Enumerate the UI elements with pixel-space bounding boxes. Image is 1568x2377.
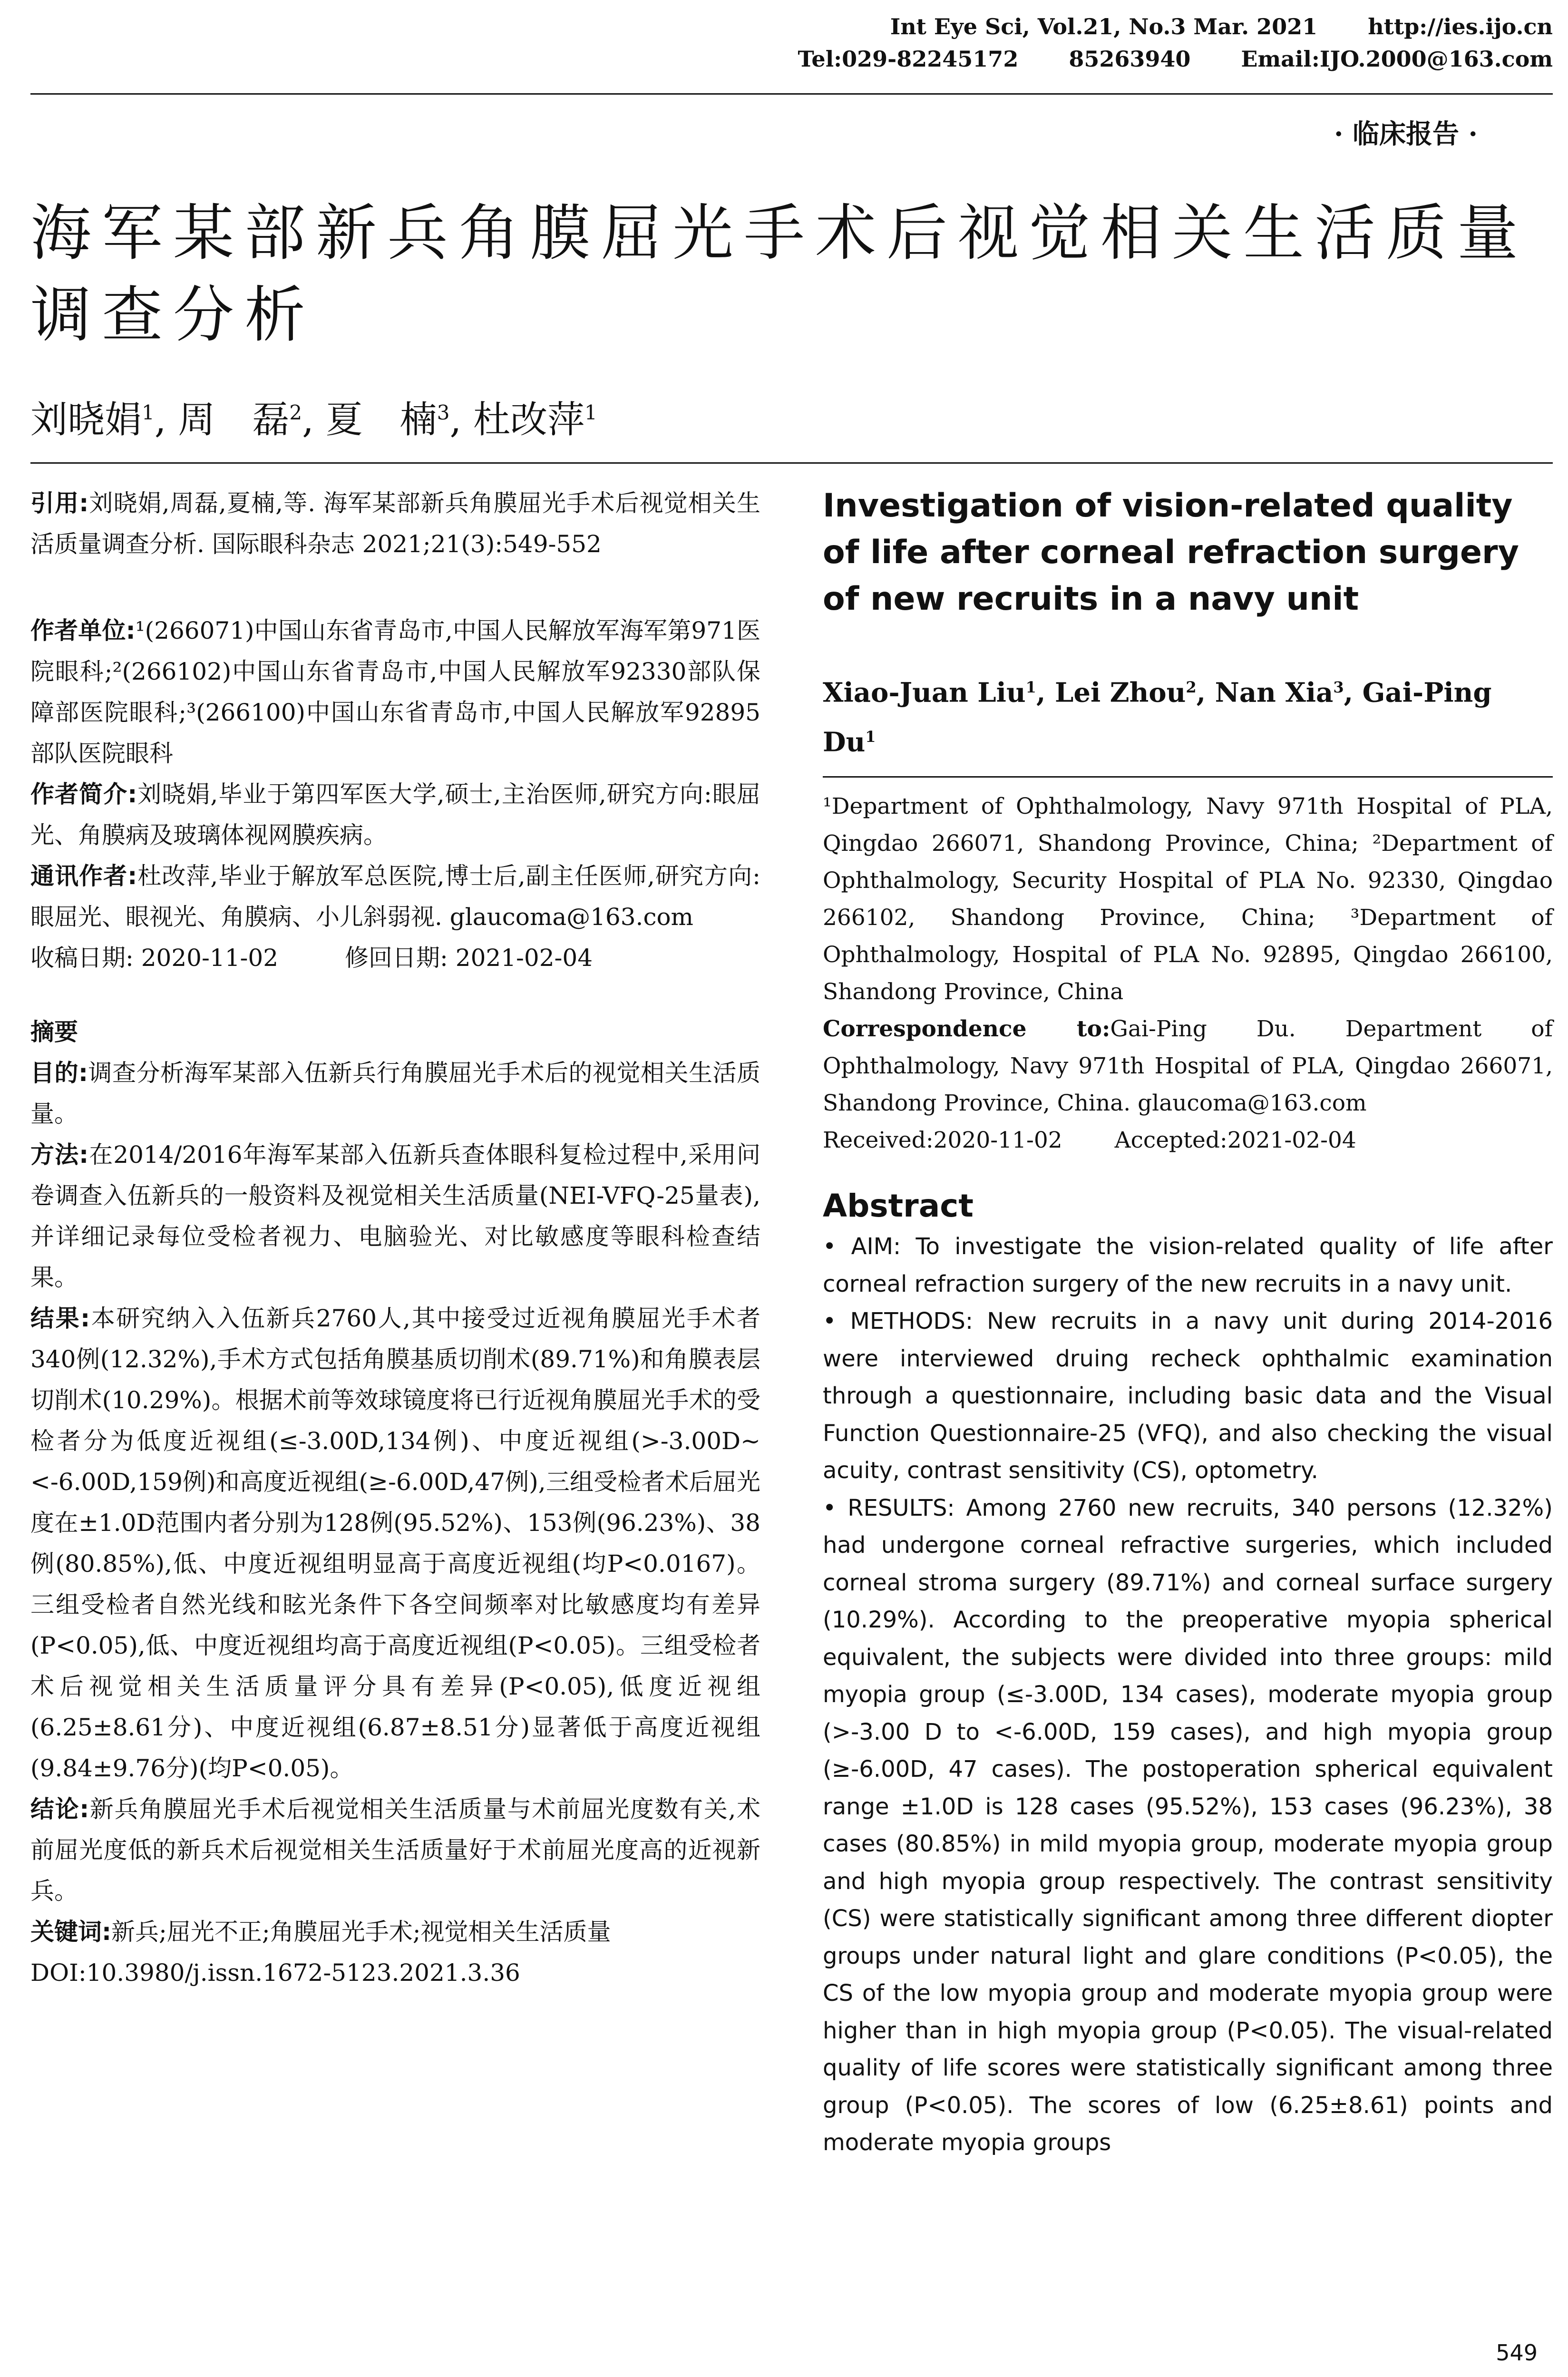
received-date-cn: 收稿日期: 2020-11-02: [30, 944, 279, 972]
author-sup-en: 1: [865, 727, 876, 746]
doi[interactable]: DOI:10.3980/j.issn.1672-5123.2021.3.36: [30, 1959, 520, 1987]
author-name-en: Lei Zhou: [1054, 677, 1186, 709]
author-name: 刘晓娟: [30, 399, 142, 441]
author-name-en: Gai-Ping Du: [823, 677, 1492, 758]
left-column: [30, 483, 760, 2014]
abstract-aim-cn: 目的:调查分析海军某部入伍新兵行角膜屈光手术后的视觉相关生活质量。: [30, 1059, 760, 1128]
abstract-heading-en: Abstract: [823, 1188, 974, 1225]
abstract-conclusion-cn: 结论:新兵角膜屈光手术后视觉相关生活质量与术前屈光度数有关,术前屈光度低的新兵术后视觉相关生活质量好于术前屈光度高的近视新兵。: [30, 1795, 760, 1905]
correspondence-en: Correspondence to:Gai-Ping Du. Department of Ophthalmology, Navy 971th Hospital of PLA, Qingdao 266071, Shandong Province, China. glaucoma@163.com: [823, 1016, 1553, 1117]
received-date-en: Received:2020-11-02: [823, 1127, 1062, 1154]
journal-tel: Tel:029-82245172: [798, 46, 1019, 72]
dates-en: [823, 1122, 1553, 1159]
author-name: 周 磊: [178, 399, 290, 441]
accepted-date-en: Accepted:2021-02-04: [1114, 1127, 1356, 1154]
author-name: 杜改萍: [473, 399, 585, 441]
abstract-results-en: • RESULTS: Among 2760 new recruits, 340 persons (12.32%) had undergone corneal refractive surgeries, which included corneal stroma surgery (89.71%) and corneal surface surgery (10.29%). According to the preoperative myopia spherical equivalent, the subjects were divided into three groups: mild myopia group (≤-3.00D, 134 cases), moderate myopia group (>-3.00 D to <-6.00D, 159 cases), and high myopia group (≥-6.00D, 47 cases). The postoperation spherical equivalent range ±1.0D is 128 cases (95.52%), 153 cases (96.23%), 38 cases (80.85%) in mild myopia group, moderate myopia group and high myopia group respectively. The contrast sensitivity (CS) were statistically significant among three different diopter groups under natural light and glare conditions (P<0.05), the CS of the low myopia group and moderate myopia group were higher than in high myopia group (P<0.05). The visual-related quality of life scores were statistically significant among three group (P<0.05). The scores of low (6.25±8.61) points and moderate myopia groups: [823, 1494, 1553, 2156]
en-authors-rule: [823, 776, 1553, 778]
journal-tel2: 85263940: [1069, 46, 1191, 72]
journal-email[interactable]: Email:IJO.2000@163.com: [1241, 46, 1553, 72]
citation: 引用:刘晓娟,周磊,夏楠,等. 海军某部新兵角膜屈光手术后视觉相关生活质量调查分析. 国际眼科杂志 2021;21(3):549-552: [30, 489, 760, 558]
author-sup: 1: [584, 401, 597, 424]
revised-date-cn: 修回日期: 2021-02-04: [345, 944, 593, 972]
keywords-cn: 关键词:新兵;屈光不正;角膜屈光手术;视觉相关生活质量: [30, 1918, 611, 1946]
abstract-methods-cn: 方法:在2014/2016年海军某部入伍新兵查体眼科复检过程中,采用问卷调查入伍新兵的一般资料及视觉相关生活质量(NEI-VFQ-25量表),并详细记录每位受检者视力、电脑验光、对比敏感度等眼科检查结果。: [30, 1141, 761, 1291]
author-sup: 1: [142, 401, 155, 424]
title-rule: [30, 462, 1553, 464]
author-affiliation-en: ¹Department of Ophthalmology, Navy 971th Hospital of PLA, Qingdao 266071, Shandong Province, China; ²Department of Ophthalmology, Security Hospital of PLA No. 92330, Qingdao 266102, Shandong Province, China; ³Department of Ophthalmology, Hospital of PLA No. 92895, Qingdao 266100, Shandong Province, China: [823, 793, 1553, 1005]
author-name: 夏 楠: [325, 399, 437, 441]
author-sup-en: 1: [1025, 678, 1036, 696]
abstract-methods-en: • METHODS: New recruits in a navy unit during 2014-2016 were interviewed druing recheck ophthalmic examination through a questionnaire, including basic data and the Visual Function Questionnaire-25 (VFQ), and also checking the visual acuity, contrast sensitivity (CS), optometry.: [823, 1308, 1553, 1484]
journal-url[interactable]: http://ies.ijo.cn: [1368, 14, 1553, 39]
abstract-results-cn: 结果:本研究纳入入伍新兵2760人,其中接受过近视角膜屈光手术者340例(12.32%),手术方式包括角膜基质切削术(89.71%)和角膜表层切削术(10.29%)。根据术前等效球镜度将已行近视角膜屈光手术的受检者分为低度近视组(≤-3.00D,134例)、中度近视组(>-3.00D~<-6.00D,159例)和高度近视组(≥-6.00D,47例),三组受检者术后屈光度在±1.0D范围内者分别为128例(95.52%)、153例(96.23%)、38例(80.85%),低、中度近视组明显高于高度近视组(均P<0.0167)。三组受检者自然光线和眩光条件下各空间频率对比敏感度均有差异(P<0.05),低、中度近视组均高于高度近视组(P<0.05)。三组受检者术后视觉相关生活质量评分具有差异(P<0.05),低度近视组(6.25±8.61分)、中度近视组(6.87±8.51分)显著低于高度近视组(9.84±9.76分)(均P<0.05)。: [30, 1305, 761, 1782]
author-sup: 3: [437, 401, 450, 424]
authors-en: Xiao-Juan Liu$^1$, Lei Zhou$^2$, Nan Xia$^3$, Gai-Ping Du$^1$: [823, 677, 1492, 758]
author-sup-en: 2: [1186, 678, 1197, 696]
dates-cn: [30, 937, 760, 978]
abstract-aim-en: • AIM: To investigate the vision-related quality of life after corneal refraction surgery of the new recruits in a navy unit.: [823, 1233, 1553, 1297]
authors-cn: 刘晓娟$^1$, 周 磊$^2$, 夏 楠$^3$, 杜改萍$^1$: [30, 399, 597, 441]
author-bio: 作者简介:刘晓娟,毕业于第四军医大学,硕士,主治医师,研究方向:眼屈光、角膜病及玻璃体视网膜疾病。: [30, 780, 760, 849]
header-rule: [30, 93, 1553, 95]
article-title-cn: 海军某部新兵角膜屈光手术后视觉相关生活质量调查分析: [30, 198, 1529, 351]
corresponding-author-cn: 通讯作者:杜改萍,毕业于解放军总医院,博士后,副主任医师,研究方向:眼屈光、眼视光、角膜病、小儿斜弱视. glaucoma@163.com: [30, 862, 760, 931]
author-sup: 2: [289, 401, 302, 424]
page-number: 549: [1496, 2340, 1538, 2366]
article-title-en: Investigation of vision-related quality of life after corneal refraction surgery of new recruits in a navy unit: [823, 487, 1519, 618]
author-name-en: Xiao-Juan Liu: [823, 677, 1026, 709]
abstract-en: [823, 1228, 1553, 2162]
running-header: [755, 10, 1553, 75]
author-sup-en: 3: [1333, 678, 1344, 696]
author-affiliation-cn: 作者单位:¹(266071)中国山东省青岛市,中国人民解放军海军第971医院眼科;²(266102)中国山东省青岛市,中国人民解放军92330部队保障部医院眼科;³(266100)中国山东省青岛市,中国人民解放军92895部队医院眼科: [30, 617, 760, 767]
section-label: · 临床报告 ·: [1334, 118, 1478, 150]
journal-citation: Int Eye Sci, Vol.21, No.3 Mar. 2021: [890, 14, 1318, 39]
right-column: [823, 483, 1553, 2162]
author-name-en: Nan Xia: [1215, 677, 1334, 709]
abstract-heading-cn: 摘要: [30, 1018, 78, 1046]
